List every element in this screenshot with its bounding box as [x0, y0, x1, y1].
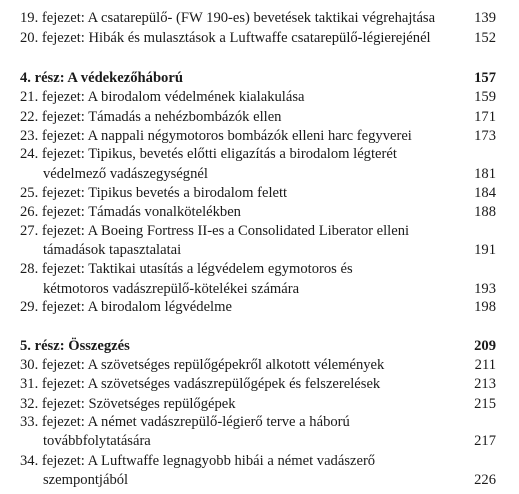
toc-entry-continuation	[43, 240, 496, 260]
toc-entry	[20, 374, 496, 394]
toc-entry	[20, 28, 496, 48]
toc-page-number: 171	[474, 108, 496, 125]
toc-entry-text: támadások tapasztalatai	[43, 241, 182, 258]
toc-entry	[20, 202, 496, 222]
toc-entry-text: 34. fejezet: A Luftwaffe legnagyobb hibái a német vadászerő	[20, 452, 376, 469]
toc-page-number: 226	[474, 472, 496, 488]
toc-entry	[20, 451, 496, 471]
toc-entry	[20, 394, 496, 414]
toc-part-heading	[20, 68, 496, 88]
toc-page-number: 184	[474, 184, 496, 201]
toc-entry	[20, 126, 496, 146]
toc-page-number: 193	[474, 280, 496, 297]
toc-entry-text: 31. fejezet: A szövetséges vadászrepülőgépek és felszerelések	[20, 376, 381, 393]
toc-page-number: 213	[474, 376, 496, 393]
toc-entry-continuation	[43, 279, 496, 299]
toc-entry-text: 30. fejezet: A szövetséges repülőgépekről alkotott vélemények	[20, 357, 385, 373]
toc-part-title: 4. rész: A védekezőháború	[20, 69, 183, 86]
toc-page-number: 209	[474, 337, 496, 354]
toc-entry	[20, 355, 496, 375]
toc-entry-text: 21. fejezet: A birodalom védelmének kialakulása	[20, 89, 305, 106]
toc-page-number: 152	[474, 30, 496, 47]
toc-entry-text: 27. fejezet: A Boeing Fortress II-es a Consolidated Liberator elleni	[20, 222, 410, 239]
toc-page-number: 139	[474, 10, 496, 26]
toc-entry-text: 19. fejezet: A csatarepülő- (FW 190-es) bevetések taktikai végrehajtása	[20, 10, 436, 26]
toc-page-number: 188	[474, 204, 496, 221]
toc-entry-text: 22. fejezet: Támadás a nehézbombázók ellen	[20, 108, 282, 125]
toc-entry-continuation	[43, 164, 496, 184]
toc-part-heading	[20, 336, 496, 356]
toc-entry-text: 20. fejezet: Hibák és mulasztások a Luftwaffe csatarepülő-légierejénél	[20, 30, 431, 47]
toc-page-number: 191	[474, 241, 496, 258]
toc-entry-text: védelmező vadászegységnél	[43, 165, 208, 182]
toc-entry	[20, 259, 496, 279]
toc-entry-text: 24. fejezet: Tipikus, bevetés előtti eligazítás a birodalom légterét	[20, 146, 397, 163]
toc-entry-text: 26. fejezet: Támadás vonalkötelékben	[20, 204, 241, 221]
toc-page-number: 181	[474, 165, 496, 182]
toc-page-number: 173	[474, 127, 496, 144]
toc-entry-text: továbbfolytatására	[43, 433, 151, 450]
toc-page-number: 217	[474, 433, 496, 450]
toc-entry-text: szempontjából	[43, 472, 129, 488]
toc-page-number: 159	[474, 89, 496, 106]
toc-entry-text: 32. fejezet: Szövetséges repülőgépek	[20, 395, 236, 412]
toc-entry	[20, 87, 496, 107]
toc-page-number: 215	[474, 395, 496, 412]
toc-entry-text: 25. fejezet: Tipikus bevetés a birodalom felett	[20, 184, 288, 201]
toc-part-title: 5. rész: Összegzés	[20, 337, 130, 354]
toc-entry	[20, 221, 496, 241]
toc-entry-text: 23. fejezet: A nappali négymotoros bombázók elleni harc fegyverei	[20, 127, 412, 144]
toc-entry-text: 29. fejezet: A birodalom légvédelme	[20, 299, 232, 315]
toc-entry-text: kétmotoros vadászrepülő-kötelékei számára	[43, 280, 300, 297]
toc-entry	[20, 183, 496, 203]
toc-entry	[20, 297, 496, 317]
toc-entry	[20, 8, 496, 28]
toc-entry	[20, 144, 496, 164]
toc-entry-text: 28. fejezet: Taktikai utasítás a légvédelem egymotoros és	[20, 261, 353, 278]
toc-page-number: 198	[474, 299, 496, 315]
toc-entry-continuation	[43, 470, 496, 490]
toc-page-number: 211	[474, 357, 496, 373]
toc-entry-continuation	[43, 431, 496, 451]
toc-entry-text: 33. fejezet: A német vadászrepülő-légierő terve a háború	[20, 414, 350, 430]
toc-entry	[20, 107, 496, 127]
toc-entry	[20, 412, 496, 432]
toc-page-number: 157	[474, 69, 496, 86]
